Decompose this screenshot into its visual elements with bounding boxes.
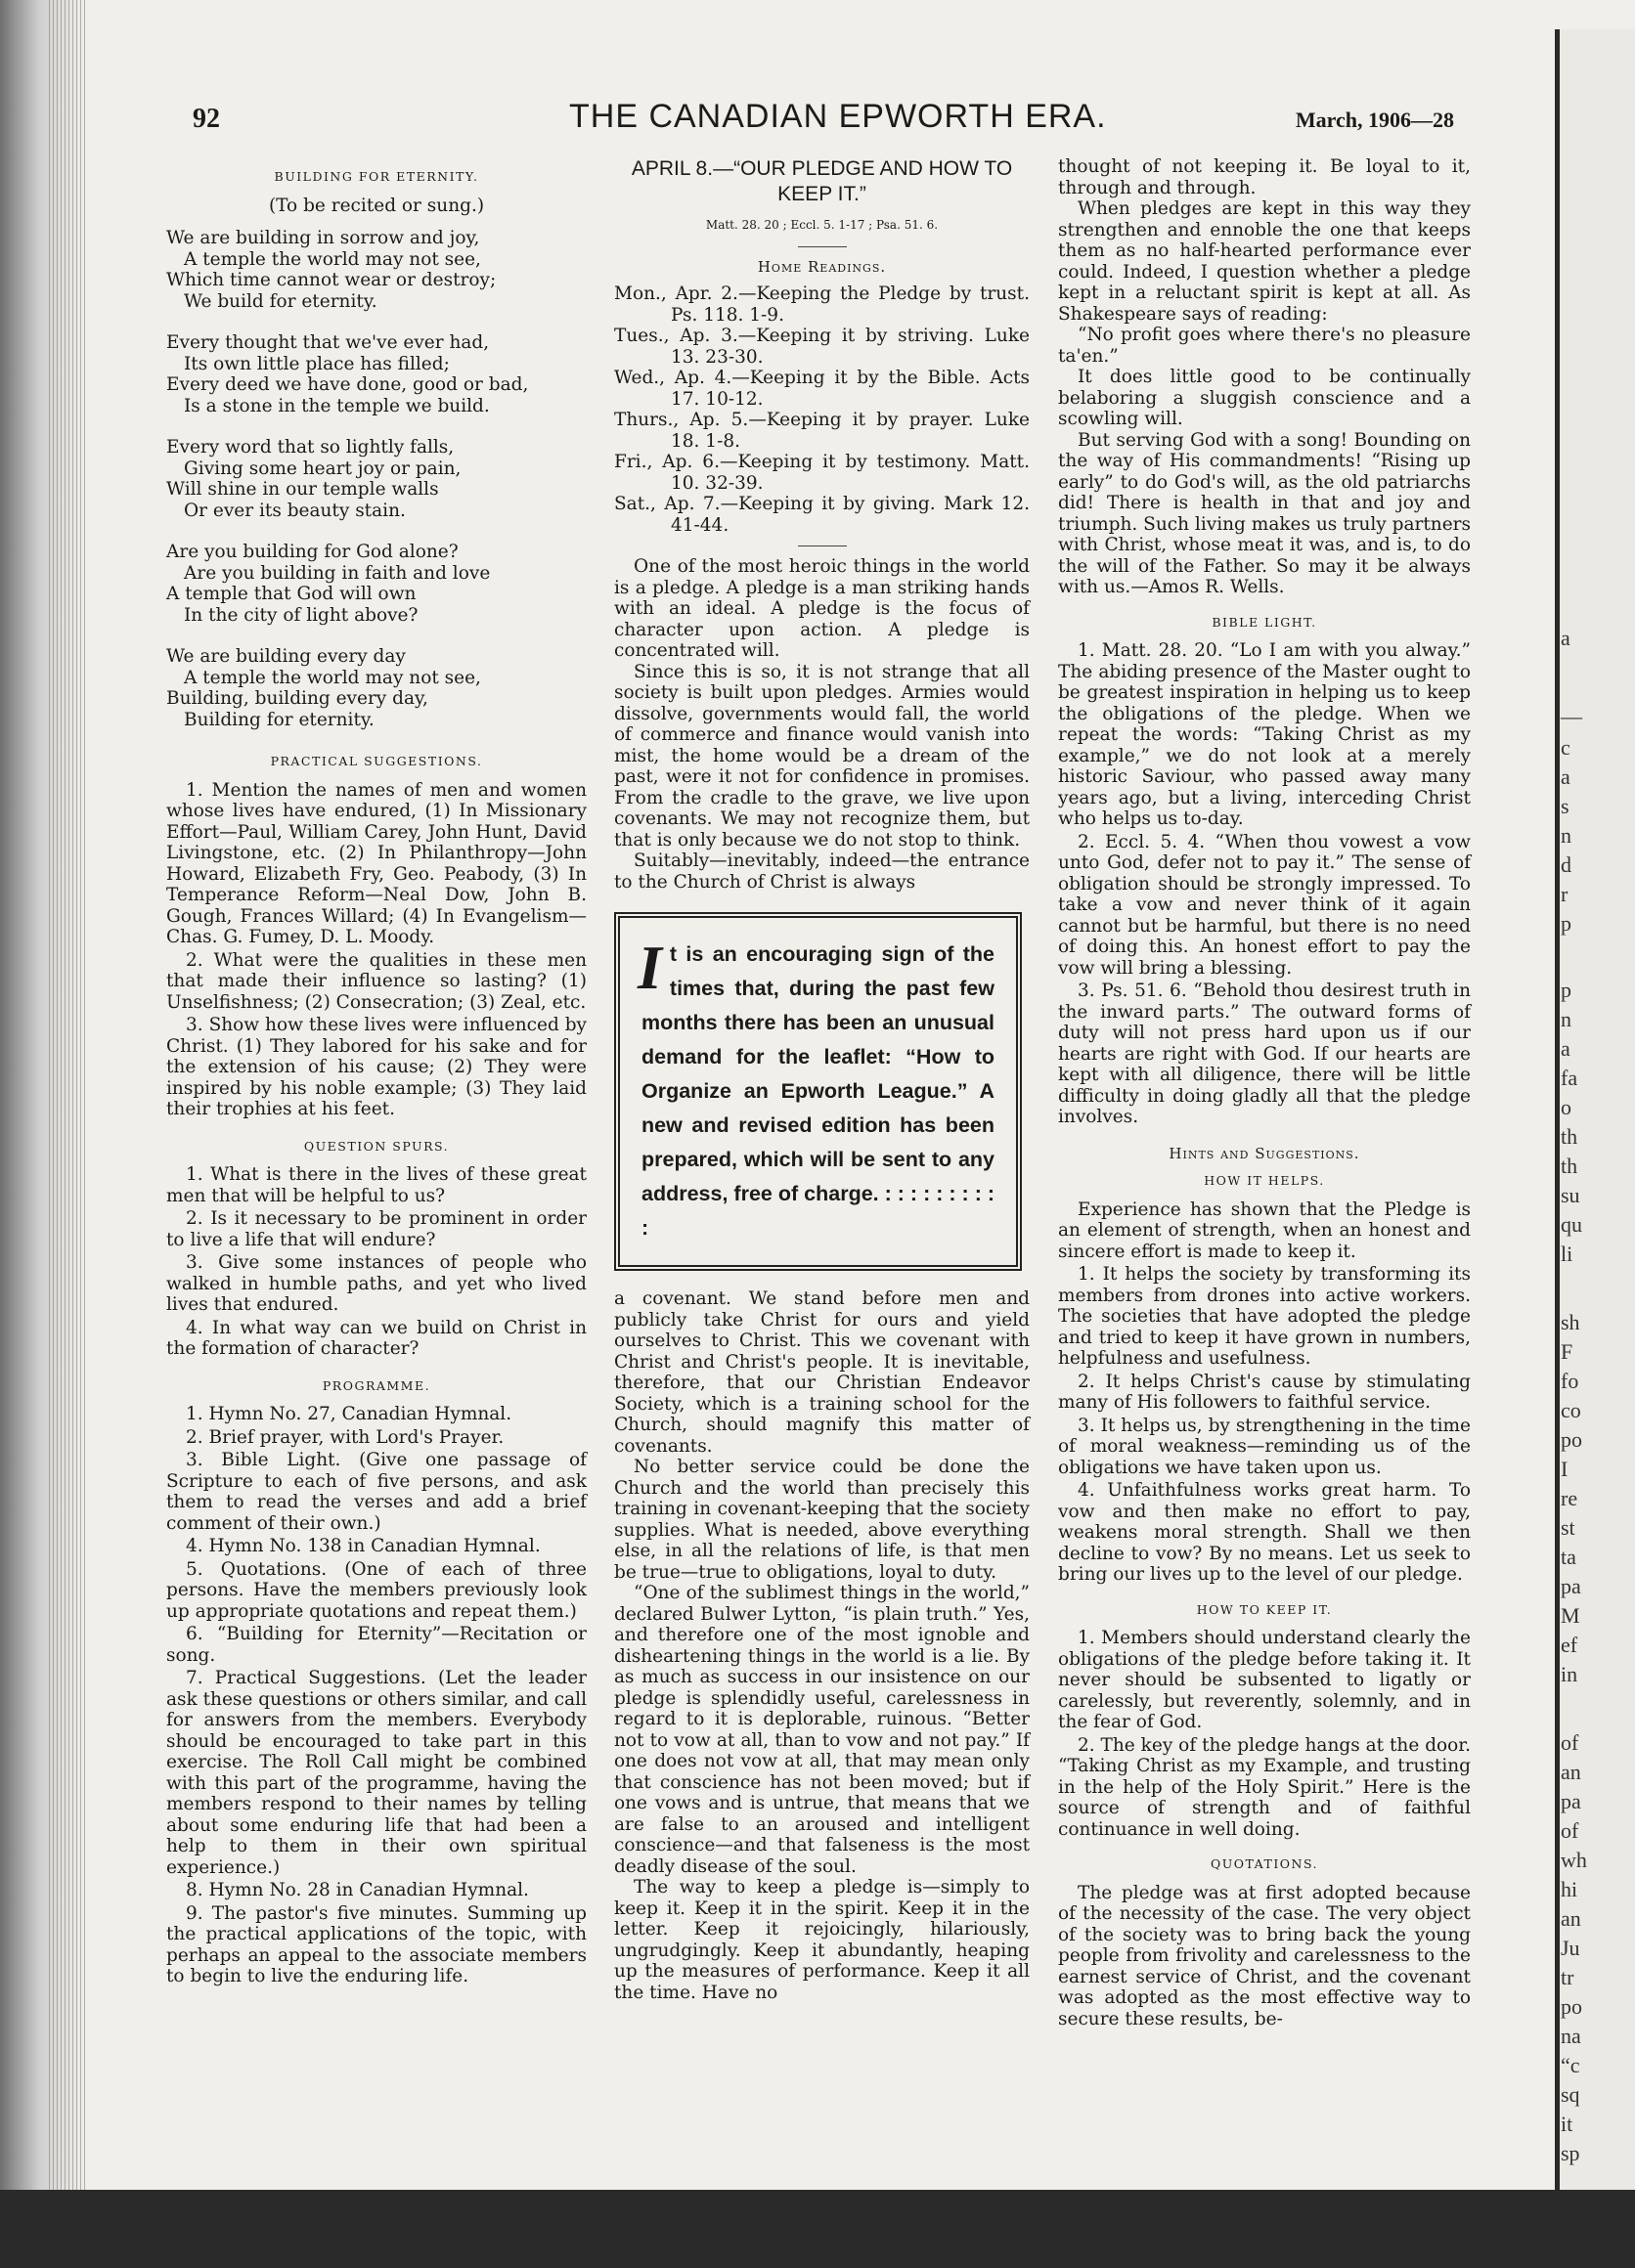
poem-line: Is a stone in the temple we build.: [184, 395, 490, 416]
column-3: [1058, 156, 1471, 2029]
practical-suggestions-title: PRACTICAL SUGGESTIONS.: [270, 754, 483, 768]
paragraph: The way to keep a pledge is—simply to keep it. Keep it in the spirit. Keep it in the letter. Keep it rejoicingly, hilariously, ungrudgingly. Keep it abundantly, heaping up the measures of performance. Keep it all the time. Have no: [614, 1877, 1030, 2003]
edge-fragment: an: [1561, 1760, 1581, 1784]
list-item: 3. Ps. 51. 6. “Behold thou desirest truth in the inward parts.” The outward forms of duty will not press hard upon us if our hearts are right with God. If our hearts are kept with all diligence, there will be little difficulty in doing gladly all that the pledge involves.: [1058, 981, 1471, 1127]
hints-title: Hints and Suggestions.: [1169, 1144, 1360, 1162]
edge-fragment: n: [1561, 1007, 1571, 1031]
edge-fragment: po: [1561, 1427, 1582, 1452]
drop-cap: I: [638, 933, 662, 1002]
column-2: [614, 156, 1030, 2003]
poem-line: We are building every day: [166, 646, 406, 667]
lesson-title: APRIL 8.—“OUR PLEDGE AND HOW TO KEEP IT.”: [631, 157, 1013, 205]
programme-title: PROGRAMME.: [322, 1377, 431, 1393]
list-item: 7. Practical Suggestions. (Let the leader ask these questions or others similar, and call for answers from the members. Everybody should be encouraged to take part in this exercise. The Roll Call might be combined with this part of the programme, having the members respond to their names by telling about some enduring life that had been a help to them in their own spiritual experience.): [166, 1668, 588, 1878]
column-1: [166, 156, 587, 1989]
divider: [798, 545, 847, 546]
list-item: 1. Matt. 28. 20. “Lo I am with you alway.” The abiding presence of the Master ought to be greatest inspiration in helping us to keep the obligations of the pledge. When we repeat the words: “Taking Christ as my example,” we do not look at a merely historic Saviour, who passed away many years ago, but a living, interceding Christ who helps us to-day.: [1058, 640, 1471, 829]
poem-stanza: [166, 228, 587, 312]
how-to-keep-list: [1058, 1628, 1471, 1840]
list-item: 6. “Building for Eternity”—Recitation or song.: [166, 1624, 587, 1666]
paragraph: It does little good to be continually belaboring a sluggish conscience and a scowling will.: [1058, 367, 1471, 429]
edge-fragment: ef: [1561, 1633, 1578, 1657]
poem-line: Or ever its beauty stain.: [184, 500, 406, 521]
lesson-intro: [614, 556, 1030, 893]
how-it-helps-title: HOW IT HELPS.: [1204, 1173, 1325, 1188]
poem-line: Every thought that we've ever had,: [166, 332, 490, 353]
reading-item: Wed., Ap. 4.—Keeping it by the Bible. Acts 17. 10-12.: [614, 368, 1030, 410]
reading-item: Fri., Ap. 6.—Keeping it by testimony. Matt. 10. 32-39.: [614, 452, 1030, 494]
list-item: 3. It helps us, by strengthening in the time of moral weakness—reminding us of the obligations we have taken upon us.: [1058, 1415, 1471, 1478]
edge-fragment: it: [1561, 2112, 1573, 2136]
edge-fragment: an: [1561, 1906, 1581, 1931]
edge-fragment: th: [1561, 1154, 1578, 1178]
reading-item: Mon., Apr. 2.—Keeping the Pledge by trust. Ps. 118. 1-9.: [614, 284, 1030, 326]
how-it-helps-list: [1058, 1199, 1471, 1586]
list-item: Experience has shown that the Pledge is an element of strength, when an honest and sincere effort is made to keep it.: [1058, 1199, 1471, 1262]
edge-fragment: sq: [1561, 2082, 1580, 2107]
list-item: 2. Brief prayer, with Lord's Prayer.: [186, 1426, 505, 1448]
edge-fragment: F: [1561, 1339, 1573, 1364]
poem-line: We build for eternity.: [184, 290, 377, 312]
edge-fragment: a: [1561, 1036, 1570, 1061]
list-item: 8. Hymn No. 28 in Canadian Hymnal.: [186, 1880, 529, 1900]
list-item: 2. Is it necessary to be prominent in order to live a life that will endure?: [166, 1208, 587, 1250]
announcement-text: [638, 933, 994, 1245]
list-item: 4. Hymn No. 138 in Canadian Hymnal.: [186, 1536, 541, 1556]
list-item: 3. Bible Light. (Give one passage of Scripture to each of five persons, and ask them to read the verses and add a brief comment of their own.): [166, 1450, 587, 1534]
poem-line: Which time cannot wear or destroy;: [166, 270, 497, 290]
edge-fragment: th: [1561, 1124, 1578, 1149]
edge-fragment: p: [1561, 978, 1571, 1002]
page-edge-lines: [49, 0, 88, 2268]
paragraph: No better service could be done the Church and the world than precisely this training in covenant-keeping that the society supplies. What is needed, above everything else, in all the relations of life, is that men be true—true to obligations, loyal to duty.: [614, 1457, 1030, 1583]
edge-fragment: qu: [1561, 1212, 1582, 1237]
edge-fragment: tr: [1561, 1965, 1574, 1989]
paragraph: “No profit goes where there's no pleasure ta'en.”: [1058, 325, 1471, 367]
list-item: 9. The pastor's five minutes. Summing up the practical applications of the topic, with perhaps an appeal to the associate members to begin to live the enduring life.: [166, 1902, 587, 1986]
edge-fragment: of: [1561, 1818, 1579, 1843]
edge-fragment: —: [1561, 704, 1582, 728]
quotations-title: QUOTATIONS.: [1210, 1856, 1319, 1871]
edge-fragment: o: [1561, 1095, 1571, 1119]
paragraph: One of the most heroic things in the world is a pledge. A pledge is a man striking hands with an ideal. A pledge is the focus of character upon action. A pledge is concentrated will.: [614, 556, 1030, 661]
edge-fragment: p: [1561, 911, 1571, 936]
poem-line: We are building in sorrow and joy,: [166, 228, 480, 248]
edge-fragment: “c: [1561, 2053, 1580, 2077]
edge-fragment: of: [1561, 1730, 1579, 1755]
divider: [798, 246, 847, 247]
how-to-keep-title: HOW TO KEEP IT.: [1196, 1601, 1333, 1617]
edge-fragment: hi: [1561, 1877, 1578, 1901]
edge-fragment: r: [1561, 882, 1569, 906]
poem: [166, 228, 587, 730]
poem-subtitle: (To be recited or sung.): [268, 195, 485, 216]
edge-fragment: wh: [1561, 1848, 1587, 1872]
column-3-paragraphs: [1058, 156, 1471, 598]
list-item: 2. Eccl. 5. 4. “When thou vowest a vow unto God, defer not to pay it.” The sense of obligation should be strongly impressed. To take a vow and never think of it again cannot but be harmful, but there is no need of doing this. An honest effort to pay the vow will bring a blessing.: [1058, 831, 1471, 979]
edge-fragment: re: [1561, 1486, 1578, 1510]
poem-line: Its own little place has filled;: [184, 353, 450, 374]
issue-date: March, 1906—28: [1295, 108, 1454, 132]
poem-stanza: [166, 542, 587, 626]
list-item: 1. Hymn No. 27, Canadian Hymnal.: [186, 1404, 512, 1424]
edge-fragment: na: [1561, 2024, 1581, 2048]
edge-fragment: Ju: [1561, 1936, 1580, 1960]
page-number: 92: [193, 104, 220, 134]
paragraph: The pledge was at first adopted because of the necessity of the case. The very object of the society was to bring back the young people from frivolity and carelessness to the earnest service of Christ, and the covenant was adopted as the most effective way to secure these results, be-: [1058, 1882, 1471, 2029]
paragraph: a covenant. We stand before men and publicly take Christ for ours and yield ourselves to Christ. This we covenant with Christ and Christ's people. It is inevitable, therefore, that our Christian Endeavor Society, which is a training school for the Church, should magnify this matter of covenants.: [614, 1288, 1030, 1457]
poem-line: Are you building in faith and love: [184, 562, 491, 584]
reading-item: Tues., Ap. 3.—Keeping it by striving. Luke 13. 23-30.: [614, 326, 1030, 368]
list-item: 1. It helps the society by transforming its members from drones into active workers. The societies that have adopted the pledge and tried to keep it have grown in numbers, helpfulness and usefulness.: [1058, 1264, 1471, 1369]
poem-line: Building for eternity.: [184, 709, 375, 730]
paragraph: Suitably—inevitably, indeed—the entrance to the Church of Christ is always: [614, 850, 1030, 893]
edge-fragment: st: [1561, 1515, 1575, 1540]
edge-fragment: fa: [1561, 1066, 1578, 1090]
list-item: 1. Mention the names of men and women whose lives have endured, (1) In Missionary Effort—Paul, William Carey, John Hunt, David Livingstone, etc. (2) In Philanthropy—John Howard, Elizabeth Fry, Geo. Peabody, (3) In Temperance Reform—Neal Dow, John B. Gough, Frances Willard; (4) In Evangelism—Chas. G. Fumey, D. L. Moody.: [166, 779, 587, 947]
poem-line: Are you building for God alone?: [166, 542, 459, 562]
poem-line: Every word that so lightly falls,: [166, 437, 455, 458]
edge-fragment: pa: [1561, 1789, 1581, 1813]
list-item: 1. Members should understand clearly the obligations of the pledge before taking it. It never should be subsented to ligatly or carelessly, but reverently, solemnly, and in the fear of God.: [1058, 1628, 1471, 1732]
poem-stanza: [166, 437, 587, 521]
page-header: [193, 98, 1454, 147]
home-readings-title: Home Readings.: [757, 257, 887, 276]
poem-stanza: [166, 646, 587, 730]
paragraph: Since this is so, it is not strange that all society is built upon pledges. Armies would dissolve, governments would fall, the world of commerce and finance would vanish into mist, the home would be a dream of the past, were it not for confidence in promises. From the cradle to the grave, we live upon covenants. We may not recognize them, but that is only because we do not stop to think.: [614, 661, 1030, 850]
reading-item: Thurs., Ap. 5.—Keeping it by prayer. Luke 18. 1-8.: [614, 410, 1030, 452]
edge-fragment: in: [1561, 1662, 1578, 1686]
edge-fragment: po: [1561, 1994, 1582, 2019]
programme-list: [166, 1404, 587, 1987]
edge-fragment: I: [1561, 1457, 1569, 1481]
list-item: 4. Unfaithfulness works great harm. To vow and then make no effort to pay, weakens moral strength. Shall we then decline to vow? By no means. Let us seek to bring our lives up to the level of our pledge.: [1058, 1480, 1471, 1585]
quotations-list: [1058, 1883, 1471, 2030]
bible-light-list: [1058, 640, 1471, 1128]
list-item: 5. Quotations. (One of each of three persons. Have the members previously look up appropriate quotations and repeat them.): [166, 1558, 587, 1622]
poem-line: Giving some heart joy or pain,: [184, 458, 462, 479]
edge-fragment: a: [1561, 626, 1570, 650]
question-spurs-title: QUESTION SPURS.: [303, 1138, 450, 1154]
edge-fragment: ta: [1561, 1545, 1576, 1569]
edge-fragment: co: [1561, 1398, 1581, 1422]
poem-line: Will shine in our temple walls: [166, 479, 439, 500]
poem-line: Every deed we have done, good or bad,: [166, 374, 529, 395]
edge-fragment: sh: [1561, 1310, 1580, 1334]
edge-fragment: c: [1561, 735, 1570, 760]
list-item: 3. Show how these lives were influenced by Christ. (1) They labored for his sake and for the extension of his cause; (2) They were inspired by his noble example; (3) They laid their trophies at his feet.: [166, 1015, 587, 1119]
poem-line: A temple that God will own: [166, 584, 417, 604]
edge-fragment: d: [1561, 852, 1571, 877]
home-readings-list: [614, 284, 1030, 536]
announcement-box: [614, 912, 1022, 1271]
reading-item: Sat., Ap. 7.—Keeping it by giving. Mark 12. 41-44.: [614, 494, 1030, 536]
edge-fragment: a: [1561, 764, 1570, 789]
edge-fragment: sp: [1561, 2141, 1580, 2165]
edge-fragment: M: [1561, 1603, 1580, 1628]
edge-fragment: fo: [1561, 1369, 1579, 1393]
paragraph: But serving God with a song! Bounding on the way of His commandments! “Rising up early” to do God's will, as the old patriarchs did! There is health in that and joy and triumph. Such living makes us truly partners with Christ, whose meat it was, and is, to do the will of the Father. So may it be always with us.—Amos R. Wells.: [1058, 429, 1471, 597]
bible-light-title: BIBLE LIGHT.: [1212, 614, 1317, 630]
practical-suggestions-list: [166, 780, 587, 1120]
paragraph: When pledges are kept in this way they strengthen and ennoble the one that keeps them as no half-hearted performance ever could. Indeed, I question whether a pledge kept in a reluctant spirit is kept at all. As Shakespeare says of reading:: [1058, 198, 1471, 325]
lesson-continued: [614, 1288, 1030, 2003]
paragraph: thought of not keeping it. Be loyal to it, through and through.: [1058, 156, 1471, 198]
edge-fragment: n: [1561, 823, 1571, 848]
list-item: 2. It helps Christ's cause by stimulating many of His followers to faithful service.: [1058, 1371, 1471, 1413]
edge-fragment: su: [1561, 1183, 1580, 1207]
list-item: 2. The key of the pledge hangs at the door. “Taking Christ as my Example, and trusting in the help of the Holy Spirit.” Here is the source of strength and of faithful continuance in well doing.: [1058, 1734, 1471, 1840]
journal-title: THE CANADIAN EPWORTH ERA.: [569, 98, 1107, 135]
question-spurs-list: [166, 1164, 587, 1360]
lesson-references: Matt. 28. 20 ; Eccl. 5. 1-17 ; Psa. 51. 6.: [705, 218, 939, 232]
edge-fragment: li: [1561, 1242, 1573, 1266]
paragraph: “One of the sublimest things in the world,” declared Bulwer Lytton, “is plain truth.” Yes, and therefore one of the most ignoble and disheartening things in the world is a lie. By as much as success in our insistence on our pledge is splendidly useful, carelessness in regard to it is deplorable, ruinous. “Better not to vow at all, than to vow and not pay.” If one does not vow at all, that may mean only that conscience has not been moved; but if one vows and is untrue, that means that we are false to an aroused and intelligent conscience—and that falseness is the most deadly disease of the soul.: [614, 1583, 1030, 1877]
poem-line: In the city of light above?: [184, 604, 419, 626]
poem-line: A temple the world may not see,: [184, 248, 481, 270]
list-item: 1. What is there in the lives of these great men that will be helpful to us?: [166, 1164, 587, 1206]
list-item: 4. In what way can we build on Christ in the formation of character?: [166, 1317, 587, 1359]
poem-title: BUILDING FOR ETERNITY.: [274, 169, 479, 184]
list-item: 3. Give some instances of people who walked in humble paths, and yet who lived lives that endured.: [166, 1252, 587, 1315]
announcement-body: t is an encouraging sign of the times that, during the past few months there has been an unusual demand for the leaflet: “How to Organize an Epworth League.” A new and revised edition has been prepared, which will be sent to any address, free of charge. : : : : : : : : : :: [641, 942, 994, 1240]
poem-line: Building, building every day,: [166, 688, 428, 709]
edge-fragment: s: [1561, 794, 1569, 818]
poem-stanza: [166, 332, 587, 416]
list-item: 2. What were the qualities in these men that made their influence so lasting? (1) Unselfishness; (2) Consecration; (3) Zeal, etc.: [166, 949, 587, 1013]
scan-bottom-border: [0, 2190, 1635, 2268]
edge-fragment: pa: [1561, 1574, 1581, 1598]
poem-line: A temple the world may not see,: [184, 667, 481, 688]
